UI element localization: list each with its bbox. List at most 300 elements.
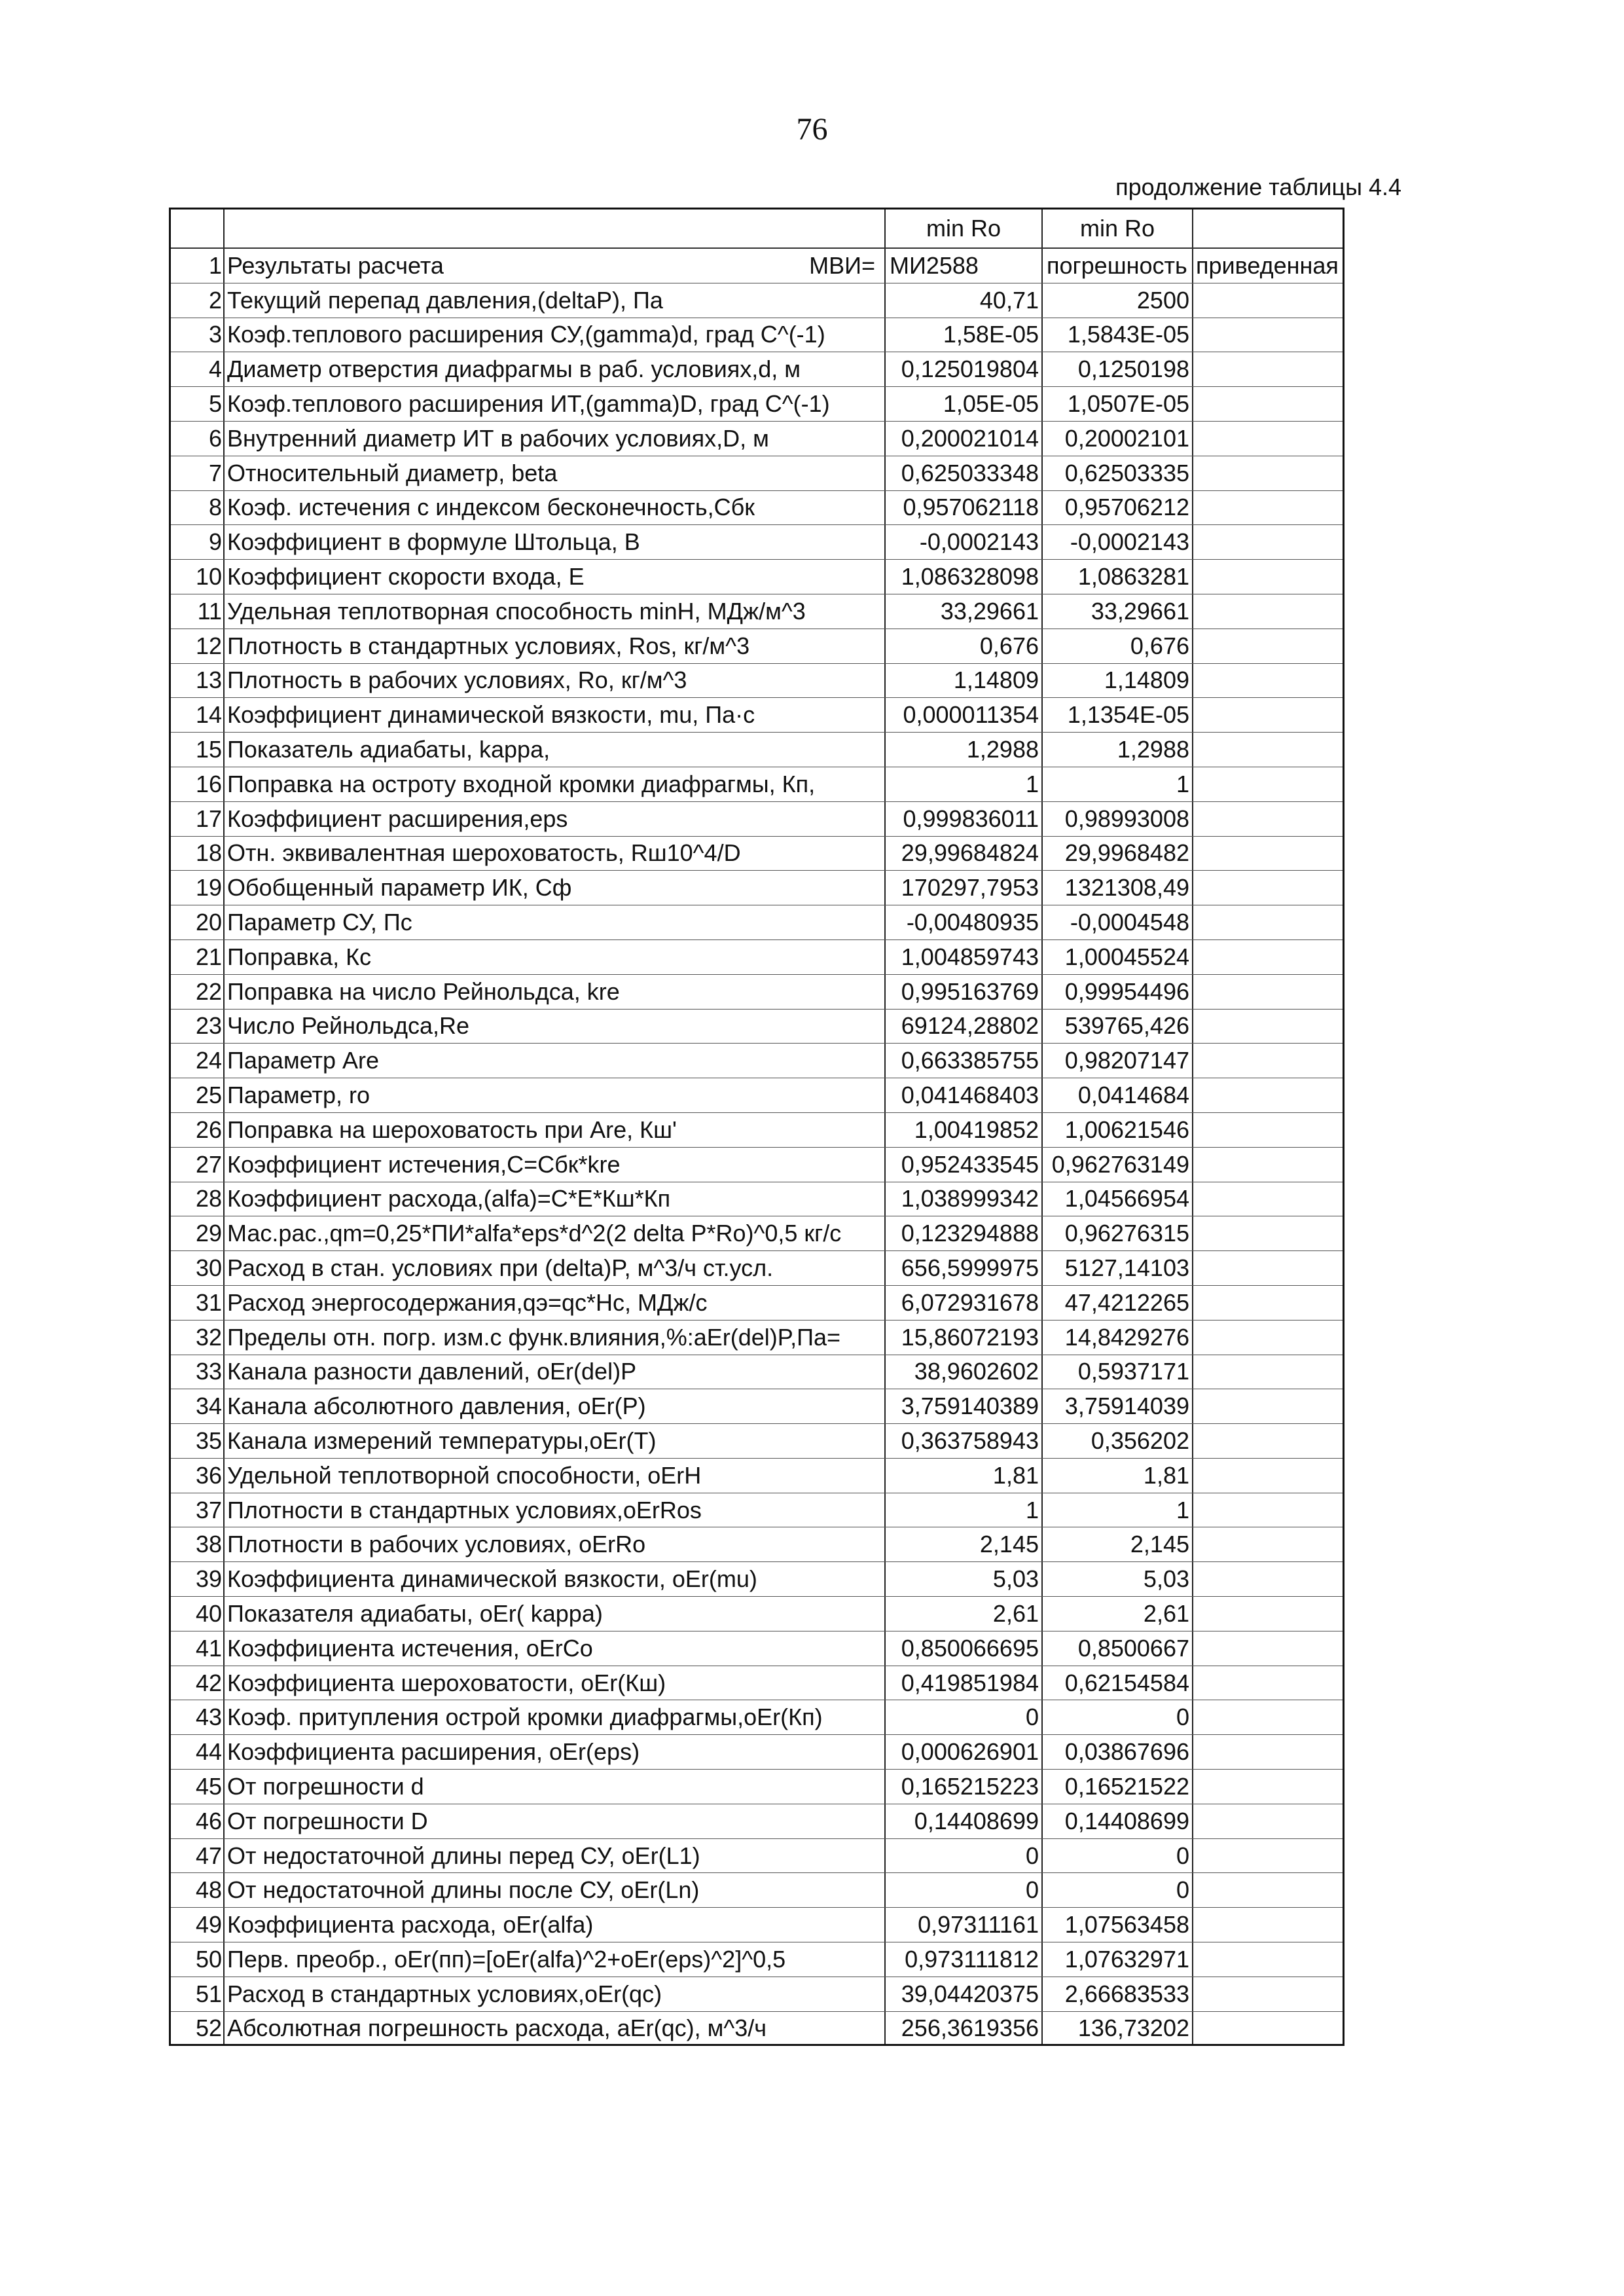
row-value-1: 256,3619356 [886, 2012, 1043, 2045]
table-row [171, 1493, 1343, 1528]
row-value-2: 1,81 [1043, 1459, 1193, 1493]
row-number: 19 [171, 871, 225, 905]
table-row [171, 1148, 1343, 1182]
row-value-2: погрешность [1043, 249, 1193, 283]
row-value-1: 0,663385755 [886, 1044, 1043, 1078]
row-number: 51 [171, 1977, 225, 2011]
row-label: Коэффициента расширения, oEr(eps) [225, 1735, 886, 1769]
row-value-1: 0 [886, 1873, 1043, 1907]
table-row [171, 1562, 1343, 1597]
row-label: Коэффициент истечения,С=Сбк*kre [225, 1148, 886, 1182]
row-label: Показатель адиабаты, kappa, [225, 733, 886, 767]
row-value-2: -0,0004548 [1043, 905, 1193, 939]
row-number: 4 [171, 352, 225, 386]
row-number: 27 [171, 1148, 225, 1182]
row-number: 39 [171, 1562, 225, 1596]
row-number: 6 [171, 422, 225, 456]
row-value-1: 0,973111812 [886, 1942, 1043, 1977]
row-value-3 [1193, 1804, 1343, 1838]
row-value-1: 1,58E-05 [886, 318, 1043, 352]
row-value-1: 0,125019804 [886, 352, 1043, 386]
row-number: 33 [171, 1355, 225, 1389]
row-value-1: 0,97311161 [886, 1908, 1043, 1942]
row-number: 44 [171, 1735, 225, 1769]
row-label: От погрешности D [225, 1804, 886, 1838]
row-value-3 [1193, 1355, 1343, 1389]
table-row [171, 1804, 1343, 1839]
row-value-2: 0,62503335 [1043, 456, 1193, 490]
table-row [171, 1527, 1343, 1562]
row-value-3 [1193, 283, 1343, 318]
row-label: Параметр Are [225, 1044, 886, 1078]
row-number: 40 [171, 1597, 225, 1631]
row-value-1: 0 [886, 1839, 1043, 1873]
row-value-1: 0,200021014 [886, 422, 1043, 456]
table-row [171, 1389, 1343, 1424]
row-value-1: 5,03 [886, 1562, 1043, 1596]
row-value-3 [1193, 905, 1343, 939]
table-row [171, 1078, 1343, 1113]
row-value-2: 47,4212265 [1043, 1286, 1193, 1320]
row-value-1: 1,086328098 [886, 560, 1043, 594]
row-value-3 [1193, 1113, 1343, 1147]
row-value-3 [1193, 802, 1343, 836]
row-label: От погрешности d [225, 1770, 886, 1804]
table-row [171, 1182, 1343, 1217]
row-number: 23 [171, 1010, 225, 1044]
row-number: 21 [171, 940, 225, 974]
row-value-3 [1193, 1286, 1343, 1320]
row-value-1: 656,5999975 [886, 1251, 1043, 1285]
row-value-2: 2,66683533 [1043, 1977, 1193, 2011]
table-row [171, 975, 1343, 1010]
table-row [171, 940, 1343, 975]
results-table [169, 208, 1344, 2046]
row-label: Коэффициент скорости входа, Е [225, 560, 886, 594]
row-number: 52 [171, 2012, 225, 2045]
row-value-1: 0,041468403 [886, 1078, 1043, 1112]
header-col2: min Ro [1043, 210, 1193, 247]
row-label: Пределы отн. погр. изм.с функ.влияния,%:aEr(del)P,Па= [225, 1321, 886, 1355]
row-value-2: 1,07632971 [1043, 1942, 1193, 1977]
row-label: Перв. преобр., oEr(пп)=[oEr(alfa)^2+oEr(eps)^2]^0,5 [225, 1942, 886, 1977]
row-number: 16 [171, 767, 225, 801]
row-label: Параметр, ro [225, 1078, 886, 1112]
row-number: 9 [171, 525, 225, 559]
row-number: 46 [171, 1804, 225, 1838]
table-row [171, 1977, 1343, 2012]
table-row [171, 1873, 1343, 1908]
table-row [171, 1839, 1343, 1874]
table-body [171, 283, 1343, 2047]
row-number: 43 [171, 1700, 225, 1734]
row-label: Коэф.теплового расширения СУ,(gamma)d, град С^(-1) [225, 318, 886, 352]
row-number: 49 [171, 1908, 225, 1942]
row-label: Поправка на остроту входной кромки диафрагмы, Кп, [225, 767, 886, 801]
row-value-2: 0,96276315 [1043, 1216, 1193, 1250]
row-label: Коэффициент в формуле Штольца, В [225, 525, 886, 559]
row-value-3 [1193, 456, 1343, 490]
row-value-1: 1,14809 [886, 664, 1043, 698]
row-label: Удельная теплотворная способность minH, МДж/м^3 [225, 594, 886, 629]
row-value-3 [1193, 1321, 1343, 1355]
row-label: От недостаточной длины после СУ, oEr(Ln) [225, 1873, 886, 1907]
row-number: 37 [171, 1493, 225, 1527]
row-value-1: МИ2588 [886, 249, 1043, 283]
row-value-1: 0,952433545 [886, 1148, 1043, 1182]
row-label: Плотность в рабочих условиях, Ro, кг/м^3 [225, 664, 886, 698]
row-value-3 [1193, 837, 1343, 871]
row-value-1: 0,363758943 [886, 1424, 1043, 1458]
row-value-2: 0,962763149 [1043, 1148, 1193, 1182]
row-label: Канала разности давлений, oEr(del)P [225, 1355, 886, 1389]
row-value-3 [1193, 560, 1343, 594]
row-value-3 [1193, 1839, 1343, 1873]
row-value-3 [1193, 664, 1343, 698]
row-value-3 [1193, 1078, 1343, 1112]
table-row [171, 629, 1343, 664]
row-number: 8 [171, 491, 225, 525]
row-label: От недостаточной длины перед СУ, oEr(L1) [225, 1839, 886, 1873]
row-value-2: 29,9968482 [1043, 837, 1193, 871]
row-label: Диаметр отверстия диафрагмы в раб. условиях,d, м [225, 352, 886, 386]
row-number: 26 [171, 1113, 225, 1147]
row-number: 14 [171, 698, 225, 732]
row-number: 30 [171, 1251, 225, 1285]
row-value-3 [1193, 422, 1343, 456]
table-row [171, 664, 1343, 699]
row-value-2: 0,8500667 [1043, 1631, 1193, 1666]
table-row [171, 1321, 1343, 1355]
row-value-2: 1,0507E-05 [1043, 387, 1193, 421]
row-value-1: 2,61 [886, 1597, 1043, 1631]
row-value-1: 29,99684824 [886, 837, 1043, 871]
header-desc-cell [225, 210, 886, 247]
table-row [171, 249, 1343, 283]
row-value-1: 0,123294888 [886, 1216, 1043, 1250]
row-value-1: 1,81 [886, 1459, 1043, 1493]
row-value-3 [1193, 1666, 1343, 1700]
row-value-3 [1193, 1977, 1343, 2011]
row-number: 13 [171, 664, 225, 698]
row-value-2: 1 [1043, 1493, 1193, 1527]
row-number: 36 [171, 1459, 225, 1493]
table-row [171, 1666, 1343, 1701]
row-value-3 [1193, 2012, 1343, 2045]
table-row [171, 456, 1343, 491]
row-value-1: -0,00480935 [886, 905, 1043, 939]
row-label: Плотности в стандартных условиях,oErRos [225, 1493, 886, 1527]
row-value-1: 2,145 [886, 1527, 1043, 1561]
row-value-1: 0,419851984 [886, 1666, 1043, 1700]
row-number: 31 [171, 1286, 225, 1320]
page-number: 76 [796, 112, 828, 147]
row-value-3: приведенная [1196, 251, 1339, 279]
row-value-2: 3,75914039 [1043, 1389, 1193, 1423]
table-row [171, 1216, 1343, 1251]
table-row [171, 698, 1343, 733]
row-label: Плотности в рабочих условиях, oErRo [225, 1527, 886, 1561]
row-number: 12 [171, 629, 225, 663]
row-value-2: 0,20002101 [1043, 422, 1193, 456]
row-label: Абсолютная погрешность расхода, aEr(qc), м^3/ч [225, 2012, 886, 2045]
row-value-2: 0,99954496 [1043, 975, 1193, 1009]
row-number: 24 [171, 1044, 225, 1078]
row-value-3 [1193, 1700, 1343, 1734]
table-row [171, 1113, 1343, 1148]
table-row [171, 1770, 1343, 1804]
row-number: 50 [171, 1942, 225, 1977]
table-row [171, 1044, 1343, 1078]
row-value-2: 0,95706212 [1043, 491, 1193, 525]
row-label: Число Рейнольдса,Re [225, 1010, 886, 1044]
row-number: 20 [171, 905, 225, 939]
header-num-cell [171, 210, 225, 247]
row-label: Поправка на число Рейнольдса, kre [225, 975, 886, 1009]
row-label: Канала измерений температуры,oEr(T) [225, 1424, 886, 1458]
row-value-2: 0,0414684 [1043, 1078, 1193, 1112]
row-value-2: 539765,426 [1043, 1010, 1193, 1044]
row-value-2: 0,16521522 [1043, 1770, 1193, 1804]
row-label: Плотность в стандартных условиях, Ros, кг/м^3 [225, 629, 886, 663]
table-row [171, 318, 1343, 353]
row-value-1: 40,71 [886, 283, 1043, 318]
table-row [171, 422, 1343, 456]
row-number: 28 [171, 1182, 225, 1216]
table-row [171, 905, 1343, 940]
row-value-2: 0,62154584 [1043, 1666, 1193, 1700]
row-label: Коэффициента шероховатости, oEr(Кш) [225, 1666, 886, 1700]
row-value-2: 0,98993008 [1043, 802, 1193, 836]
row-value-3 [1193, 1251, 1343, 1285]
row-value-1: 1,05E-05 [886, 387, 1043, 421]
row-label: Показателя адиабаты, oEr( kappa) [225, 1597, 886, 1631]
row-label: Коэффициента истечения, oErCo [225, 1631, 886, 1666]
row-label: Расход в стан. условиях при (delta)P, м^3/ч ст.усл. [225, 1251, 886, 1285]
table-row [171, 1010, 1343, 1044]
table-row [171, 1424, 1343, 1459]
table-caption: продолжение таблицы 4.4 [1115, 173, 1401, 200]
row-label: Поправка, Кс [225, 940, 886, 974]
row-value-1: 15,86072193 [886, 1321, 1043, 1355]
row-value-2: 1,07563458 [1043, 1908, 1193, 1942]
row-value-3 [1193, 491, 1343, 525]
row-number: 47 [171, 1839, 225, 1873]
row-value-2: 1,1354E-05 [1043, 698, 1193, 732]
row-value-1: 0,000011354 [886, 698, 1043, 732]
row-value-2: 1 [1043, 767, 1193, 801]
row-value-3 [1193, 1010, 1343, 1044]
table-row [171, 871, 1343, 905]
table-row [171, 767, 1343, 802]
table-row [171, 2012, 1343, 2047]
row-value-3 [1193, 1527, 1343, 1561]
row-label: Обобщенный параметр ИК, Сф [225, 871, 886, 905]
row-value-1: -0,0002143 [886, 525, 1043, 559]
table-row [171, 802, 1343, 837]
row-value-2: 0,356202 [1043, 1424, 1193, 1458]
row-value-2: 0,5937171 [1043, 1355, 1193, 1389]
table-row [171, 1631, 1343, 1666]
table-row [171, 1286, 1343, 1321]
row-value-2: 1321308,49 [1043, 871, 1193, 905]
row-number: 22 [171, 975, 225, 1009]
row-value-1: 0,999836011 [886, 802, 1043, 836]
row-value-3 [1193, 1770, 1343, 1804]
row-label: Расход в стандартных условиях,oEr(qc) [225, 1977, 886, 2011]
row-value-2: 0 [1043, 1700, 1193, 1734]
row-value-2: 1,5843E-05 [1043, 318, 1193, 352]
row-value-2: 0 [1043, 1873, 1193, 1907]
table-row [171, 1459, 1343, 1493]
row-value-2: 5,03 [1043, 1562, 1193, 1596]
row-number: 5 [171, 387, 225, 421]
row-number: 3 [171, 318, 225, 352]
row-label: Параметр СУ, Пс [225, 905, 886, 939]
row-number: 10 [171, 560, 225, 594]
row-label [225, 249, 886, 283]
row-label: Коэф. истечения с индексом бесконечность,Сбк [225, 491, 886, 525]
row-value-3 [1193, 629, 1343, 663]
row-value-1: 1,2988 [886, 733, 1043, 767]
row-value-3 [1193, 594, 1343, 629]
row-value-3 [1193, 698, 1343, 732]
row-number: 38 [171, 1527, 225, 1561]
row-number: 17 [171, 802, 225, 836]
table-row [171, 525, 1343, 560]
header-col3 [1193, 210, 1343, 247]
row-value-3 [1193, 1182, 1343, 1216]
header-col1: min Ro [886, 210, 1043, 247]
row-value-1: 0,676 [886, 629, 1043, 663]
row-value-3 [1193, 1562, 1343, 1596]
table-row [171, 352, 1343, 387]
row-value-1: 1 [886, 1493, 1043, 1527]
row-value-2: 0,14408699 [1043, 1804, 1193, 1838]
row-value-3 [1193, 1493, 1343, 1527]
table-row [171, 1597, 1343, 1631]
row-value-2: 1,00621546 [1043, 1113, 1193, 1147]
row-number: 11 [171, 594, 225, 629]
row-label: Внутренний диаметр ИТ в рабочих условиях,D, м [225, 422, 886, 456]
row-value-2: 0,98207147 [1043, 1044, 1193, 1078]
table-row [171, 1251, 1343, 1286]
table-row [171, 491, 1343, 526]
row-label: Удельной теплотворной способности, oErH [225, 1459, 886, 1493]
row-value-3 [1193, 1631, 1343, 1666]
row-value-3 [1193, 1873, 1343, 1907]
row-number: 34 [171, 1389, 225, 1423]
row-value-1: 0,165215223 [886, 1770, 1043, 1804]
row-label: Коэффициент расширения,eps [225, 802, 886, 836]
row-value-1: 1,004859743 [886, 940, 1043, 974]
row-value-1: 0,000626901 [886, 1735, 1043, 1769]
table-row [171, 733, 1343, 767]
row-value-1: 3,759140389 [886, 1389, 1043, 1423]
row-value-2: 0 [1043, 1839, 1193, 1873]
row-value-2: -0,0002143 [1043, 525, 1193, 559]
row-value-3 [1193, 1942, 1343, 1977]
row-value-2: 5127,14103 [1043, 1251, 1193, 1285]
row-value-2: 2500 [1043, 283, 1193, 318]
row-value-3 [1193, 1459, 1343, 1493]
row-label: Расход энергосодержания,qэ=qс*Нс, МДж/с [225, 1286, 886, 1320]
table-header-row [171, 210, 1343, 249]
row-value-2: 1,00045524 [1043, 940, 1193, 974]
row-value-2: 0,676 [1043, 629, 1193, 663]
row-value-2: 0,03867696 [1043, 1735, 1193, 1769]
row-value-3 [1193, 871, 1343, 905]
row-label-text: Результаты расчета [227, 251, 444, 279]
row-value-2: 2,61 [1043, 1597, 1193, 1631]
row-value-3 [1193, 767, 1343, 801]
row-label: Текущий перепад давления,(deltaP), Па [225, 283, 886, 318]
row-label: Коэф. притупления острой кромки диафрагмы,oEr(Кп) [225, 1700, 886, 1734]
row-value-3 [1193, 1597, 1343, 1631]
row-value-3 [1193, 352, 1343, 386]
table-row [171, 1355, 1343, 1390]
mvi-label: МВИ= [809, 251, 875, 279]
row-label: Коэффициента расхода, oEr(alfa) [225, 1908, 886, 1942]
table-row [171, 594, 1343, 629]
table-row [171, 837, 1343, 871]
row-number: 2 [171, 283, 225, 318]
row-value-1: 0,14408699 [886, 1804, 1043, 1838]
row-number: 29 [171, 1216, 225, 1250]
row-number: 32 [171, 1321, 225, 1355]
table-row [171, 1735, 1343, 1770]
row-number: 35 [171, 1424, 225, 1458]
row-number: 7 [171, 456, 225, 490]
row-value-3 [1193, 1424, 1343, 1458]
table-row [171, 560, 1343, 594]
row-value-1: 170297,7953 [886, 871, 1043, 905]
row-value-3 [1193, 733, 1343, 767]
row-value-2: 1,2988 [1043, 733, 1193, 767]
row-label: Мас.рас.,qm=0,25*ПИ*alfa*eps*d^2(2 delta P*Ro)^0,5 кг/с [225, 1216, 886, 1250]
row-value-2: 136,73202 [1043, 2012, 1193, 2045]
row-value-1: 6,072931678 [886, 1286, 1043, 1320]
row-value-3 [1193, 1389, 1343, 1423]
row-value-3 [1193, 318, 1343, 352]
row-label: Коэф.теплового расширения ИТ,(gamma)D, град С^(-1) [225, 387, 886, 421]
row-value-3 [1193, 1216, 1343, 1250]
row-value-1: 0,850066695 [886, 1631, 1043, 1666]
table-row [171, 283, 1343, 318]
row-value-3 [1193, 1044, 1343, 1078]
row-number: 42 [171, 1666, 225, 1700]
row-value-3 [1193, 1148, 1343, 1182]
row-number: 18 [171, 837, 225, 871]
row-value-3 [1193, 525, 1343, 559]
row-value-3 [1193, 387, 1343, 421]
row-value-1: 69124,28802 [886, 1010, 1043, 1044]
row-number: 41 [171, 1631, 225, 1666]
row-value-1: 0,995163769 [886, 975, 1043, 1009]
row-value-3 [1193, 1908, 1343, 1942]
row-value-1: 38,9602602 [886, 1355, 1043, 1389]
row-label: Относительный диаметр, beta [225, 456, 886, 490]
row-label: Отн. эквивалентная шероховатость, Rш10^4/D [225, 837, 886, 871]
table-row [171, 1700, 1343, 1735]
row-value-2: 1,14809 [1043, 664, 1193, 698]
row-value-3 [1193, 975, 1343, 1009]
row-value-1: 1,038999342 [886, 1182, 1043, 1216]
row-label: Коэффициент динамической вязкости, mu, Па·с [225, 698, 886, 732]
row-value-2: 33,29661 [1043, 594, 1193, 629]
row-value-1: 0,957062118 [886, 491, 1043, 525]
row-value-1: 1,00419852 [886, 1113, 1043, 1147]
